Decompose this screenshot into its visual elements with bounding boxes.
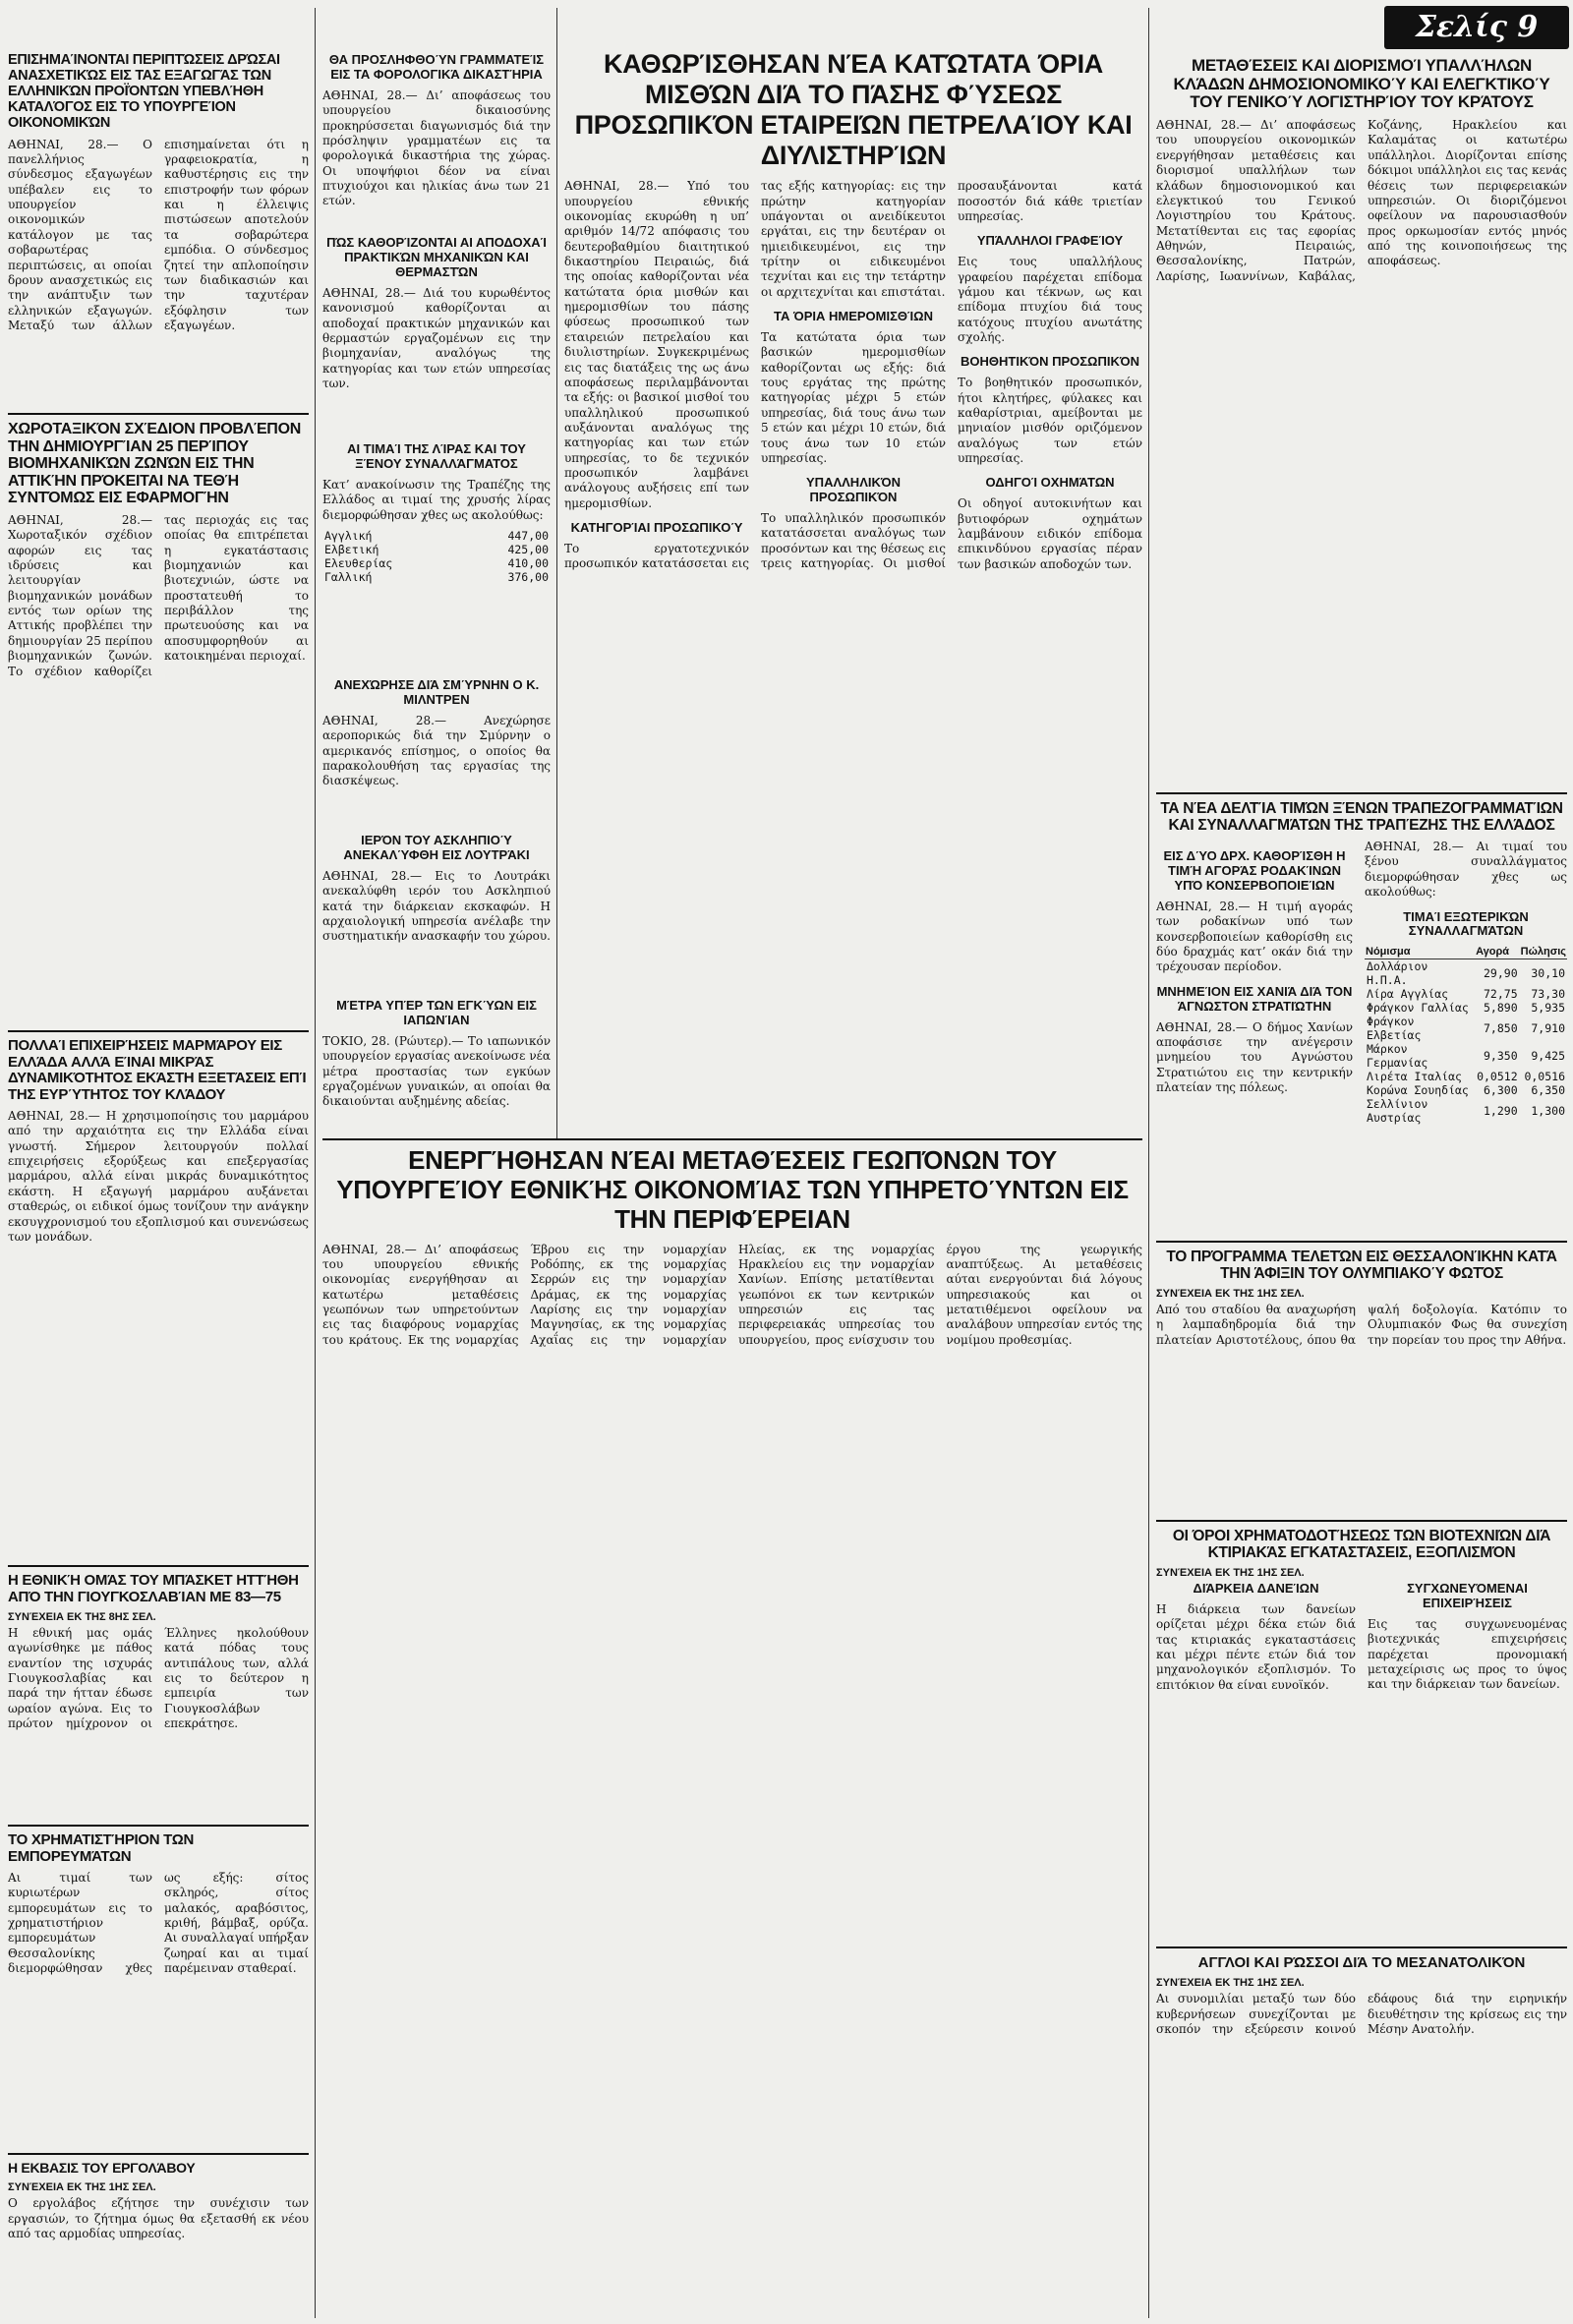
headline: ΤΟ ΧΡΗΜΑΤΙΣΤΉΡΙΟΝ ΤΩΝ ΕΜΠΟΡΕΥΜΆΤΩΝ [8, 1832, 195, 1865]
article-body: ΑΘΗΝΑΙ, 28.— Δι’ αποφάσεως του υπουργείου οικονομικών ενεργήθησαν μεταθέσεις και διορισμοί υπαλλήλων των κλάδων δημοσιονομικού και ελεγκτικού του Γενικού Λογιστηρίου του Κράτους. Μετατίθενται εις τας εφορίας Αθηνών, Πειραιώς, Θεσσαλονίκης, Πατρών, Λαρίσης, Ιωαννίνων, Καβάλας, Κοζάνης, Ηρακλείου και Καλαμάτας οι κατωτέρω υπάλληλοι. Διορίζονται επίσης δόκιμοι υπάλληλοι εις τας κενάς θέσεις των περιφερειακών υπηρεσιών. Οι διοριζόμενοι οφείλουν να παρουσιασθούν προς ορκωμοσίαν εντός μηνός από της κοινοποιήσεως της αποφάσεως. [1156, 118, 1567, 283]
column-rule [556, 8, 557, 1138]
currency-name: Σελλίνιον Αυστρίας [1367, 1097, 1428, 1126]
section-rule [1156, 1520, 1567, 1522]
article-body: ΑΘΗΝΑΙ, 28.— Ο δήμος Χανίων αποφάσισε την ανέγερσιν μνημείου του Αγνώστου Στρατιώτου εις την κεντρικήν πλατείαν της πόλεως. [1156, 1019, 1353, 1095]
sell-rate: 6,350 [1531, 1083, 1565, 1098]
article-body: Τα κατώτατα όρια των βασικών ημερομισθίων καθορίζονται ως εξής: διά τους εργάτας της πρώτης κατηγορίας μέχρι 5 ετών υπηρεσίας, διά τους άνω των 5 ετών και μέχρι 10 ετών, διά τους άνω των 10 ετών υπηρεσίας. [761, 330, 946, 465]
subheading: ΒΟΗΘΗΤΙΚΌΝ ΠΡΟΣΩΠΙΚΌΝ [961, 354, 1139, 370]
article-mechanics-wages [322, 226, 551, 423]
article-accounting-staff [1156, 57, 1567, 784]
sovereign-table [322, 529, 551, 584]
table-title: ΤΙΜΑΊ ΕΞΩΤΕΡΙΚΏΝ ΣΥΝΑΛΛΑΓΜΆΤΩΝ [1403, 908, 1529, 939]
headline: ΠΟΛΛΑΊ ΕΠΙΧΕΙΡΉΣΕΙΣ ΜΑΡΜΆΡΟΥ ΕΙΣ ΕΛΛΆΔΑ ΑΛΛΆ ΕΊΝΑΙ ΜΙΚΡΆΣ ΔΥΝΑΜΙΚΌΤΗΤΟΣ ΕΚΆΣΤΗ ΕΞΕΤΆΣΕΙΣ ΕΠΊ ΤΗΣ ΕΥΡΎΤΗΤΟΣ ΤΟΥ ΚΛΆΔΟΥ [8, 1038, 307, 1103]
article-industrial-zones [8, 421, 309, 1030]
article-exports [8, 53, 309, 407]
currency-name: Δολλάριον Η.Π.Α. [1367, 959, 1428, 988]
article-body: Εις τους υπαλλήλους γραφείου παρέχεται επίδομα γάμου και τέκνων, ως και επίδομα πτυχίου διά τους κατόχους πτυχίου ανωτάτης σχολής. [958, 255, 1142, 344]
article-body: Αι συνομιλίαι μεταξύ των δύο κυβερνήσεων συνεχίζονται με σκοπόν την εξεύρεσιν κοινού εδάφους διά την ειρηνικήν διευθέτησιν της κρίσεως εις την Μέσην Ανατολήν. [1156, 1992, 1567, 2036]
article-fx-rates [1156, 800, 1567, 1233]
headline: ΙΕΡΌΝ ΤΟΥ ΑΣΚΛΗΠΙΟΎ ΑΝΕΚΑΛΎΦΘΗ ΕΙΣ ΛΟΥΤΡΆΚΙ [343, 833, 530, 862]
sell-rate: 9,425 [1531, 1049, 1565, 1064]
sell-rate: 30,10 [1531, 966, 1565, 981]
article-body: Το εργατοτεχνικόν προσωπικόν κατατάσσεται εις τας εξής κατηγορίας: εις την πρώτην κατηγορίαν υπάγονται οι ανειδίκευτοι εργάται, εις την δευτέραν οι ημιειδικευμένοι, εις την τρίτην οι ειδικευμένοι τεχνίται και εις την τετάρτην οι αρχιτεχνίται και επιστάται. [564, 179, 946, 571]
article-body: ΑΘΗΝΑΙ, 28.— Δι’ αποφάσεως του υπουργείου δικαιοσύνης προκηρύσσεται διαγωνισμός διά την πρόσληψιν γραμματέων εις τα φορολογικά δικαστήρια της χώρας. Οι υποψήφιοι δέον να είναι πτυχιούχοι και ηλικίας άνω των 21 ετών. [322, 87, 551, 208]
article-smyrna [322, 668, 551, 816]
main-headline: ΚΑΘΩΡΊΣΘΗΣΑΝ ΝΈΑ ΚΑΤΏΤΑΤΑ ΌΡΙΑ ΜΙΣΘΏΝ ΔΙΆ ΤΟ ΠΆΣΗΣ ΦΎΣΕΩΣ ΠΡΟΣΩΠΙΚΌΝ ΕΤΑΙΡΕΙΏΝ ΠΕΤΡΕΛΑΊΟΥ ΚΑΙ ΔΙΥΛΙΣΤΗΡΊΩΝ [574, 49, 1133, 171]
buy-rate: 0,0512 [1477, 1070, 1518, 1084]
article-body: Αι τιμαί των κυριωτέρων εμπορευμάτων εις το χρηματιστήριον εμπορευμάτων Θεσσαλονίκης διεμορφώθησαν χθες ως εξής: σίτος σκληρός, σίτος μαλακός, αραβόσιτος, κριθή, βάμβαξ, ορύζα. Αι συναλλαγαί υπήρξαν ζωηραί και αι τιμαί παρέμειναν σταθεραί. [8, 1871, 309, 1976]
headline: ΑΓΓΛΟΙ ΚΑΙ ΡΏΣΣΟΙ ΔΙΆ ΤΟ ΜΕΣΑΝΑΤΟΛΙΚΌΝ [1197, 1954, 1526, 1971]
headline: ΤΟ ΠΡΌΓΡΑΜΜΑ ΤΕΛΕΤΏΝ ΕΙΣ ΘΕΣΣΑΛΟΝΊΚΗΝ ΚΑΤΆ ΤΗΝ ΆΦΙΞΙΝ ΤΟΥ ΟΛΥΜΠΙΑΚΟΎ ΦΩΤΌΣ [1166, 1249, 1557, 1283]
table-row [322, 543, 551, 556]
table-row [1365, 1015, 1567, 1042]
section-rule [1156, 792, 1567, 794]
article-japan [322, 989, 551, 1136]
section-rule [8, 1565, 309, 1567]
table-row [1365, 1083, 1567, 1097]
rate-name: Γαλλική [324, 569, 373, 584]
article-peaches [1156, 849, 1353, 975]
buy-rate: 29,90 [1484, 966, 1518, 981]
article-body: Το υπαλληλικόν προσωπικόν κατατάσσεται αναλόγως των προσόντων και της θέσεως εις τρεις κατηγορίας. Οι μισθοί προσαυξάνονται κατά ποσοστόν διά κάθε τριετίαν υπηρεσίας. [761, 179, 1142, 571]
article-body: ΑΘΗΝΑΙ, 28.— Διά του κυρωθέντος κανονισμού καθορίζονται αι αποδοχαί πρακτικών μηχανικών και θερμαστών εργαζομένων εις την βιομηχανίαν, αναλόγως της κατηγορίας και των ετών υπηρεσίας των. [322, 285, 551, 390]
headline: Η ΕΚΒΑΣΙΣ ΤΟΥ ΕΡΓΟΛΆΒΟΥ [8, 2161, 196, 2176]
buy-rate: 7,850 [1484, 1021, 1518, 1036]
article-chania [1156, 985, 1353, 1096]
sell-rate: 7,910 [1531, 1021, 1565, 1036]
subheading: ΥΠΑΛΛΗΛΙΚΌΝ ΠΡΟΣΩΠΙΚΌΝ [806, 475, 901, 505]
article-body: Η εθνική μας ομάς αγωνίσθηκε με πάθος εναντίον της ισχυράς Γιουγκοσλαβίας και παρά την ήτταν έδωσε ωραίον αγώνα. Εις το πρώτον ημίχρονον οι Έλληνες ηκολούθουν κατά πόδας τους αντιπάλους των, αλλά εις το δεύτερον η εμπειρία των Γιουγκοσλάβων επεκράτησε. [8, 1626, 309, 1731]
headline: ΘΑ ΠΡΟΣΛΗΦΘΟΎΝ ΓΡΑΜΜΑΤΕΊΣ ΕΙΣ ΤΑ ΦΟΡΟΛΟΓΙΚΆ ΔΙΚΑΣΤΉΡΙΑ [328, 53, 545, 82]
table-row [1365, 1001, 1567, 1015]
table-row [1365, 959, 1567, 988]
currency-name: Λιρέτα Ιταλίας [1367, 1070, 1462, 1084]
headline: ΜΕΤΑΘΈΣΕΙΣ ΚΑΙ ΔΙΟΡΙΣΜΟΊ ΥΠΑΛΛΉΛΩΝ ΚΛΆΔΩΝ ΔΗΜΟΣΙΟΝΟΜΙΚΟΎ ΚΑΙ ΕΛΕΓΚΤΙΚΟΎ ΤΟΥ ΓΕΝΙΚΟΎ ΛΟΓΙΣΤΗΡΊΟΥ ΤΟΥ ΚΡΆΤΟΥΣ [1173, 57, 1550, 112]
table-row [1365, 1097, 1567, 1125]
article-crafts-financing [1156, 1528, 1567, 1941]
currency-name: Φράγκον Γαλλίας [1367, 1001, 1469, 1016]
article-body: Οι οδηγοί αυτοκινήτων και βυτιοφόρων οχημάτων λαμβάνουν ειδικόν επίδομα επικινδύνου εργασίας πέραν των βασικών αποδοχών των. [958, 496, 1142, 571]
subheading: ΣΥΓΧΩΝΕΥΌΜΕΝΑΙ ΕΠΙΧΕΙΡΉΣΕΙΣ [1407, 1581, 1528, 1611]
continuation-note: ΣΥΝΈΧΕΙΑ ΕΚ ΤΗΣ 1ΗΣ ΣΕΛ. [1156, 1288, 1305, 1301]
section-rule [1156, 1946, 1567, 1948]
article-body: ΑΘΗΝΑΙ, 28.— Η τιμή αγοράς των ροδακίνων υπό των κονσερβοποιείων καθορίσθη εις δύο δραχμάς κατ’ οκάν διά την τρέχουσαν περίοδον. [1156, 899, 1353, 974]
headline: ΠΏΣ ΚΑΘΟΡΊΖΟΝΤΑΙ ΑΙ ΑΠΟΔΟΧΑΊ ΠΡΑΚΤΙΚΏΝ ΜΗΧΑΝΙΚΏΝ ΚΑΙ ΘΕΡΜΑΣΤΏΝ [326, 235, 547, 279]
article-gold-sovereign [322, 433, 551, 659]
headline: ΑΝΕΧΏΡΗΣΕ ΔΙΆ ΣΜΎΡΝΗΝ Ο Κ. ΜΙΛΝΤΡΕΝ [333, 677, 540, 707]
section-rule [8, 1825, 309, 1827]
article-body: Κατ’ ανακοίνωσιν της Τραπέζης της Ελλάδος αι τιμαί της χρυσής λίρας διεμορφώθησαν χθες ως ακολούθως: [322, 477, 551, 522]
rate-name: Ελβετική [324, 542, 379, 556]
section-rule [1156, 1241, 1567, 1243]
table-row [322, 529, 551, 543]
headline: ΜΈΤΡΑ ΥΠΈΡ ΤΩΝ ΕΓΚΎΩΝ ΕΙΣ ΙΑΠΩΝΊΑΝ [336, 998, 537, 1027]
rate-name: Αγγλική [324, 528, 373, 543]
rate-value: 425,00 [507, 542, 549, 556]
article-contractor [8, 2161, 309, 2318]
continuation-note: ΣΥΝΈΧΕΙΑ ΕΚ ΤΗΣ 8ΗΣ ΣΕΛ. [8, 1611, 156, 1623]
rate-value: 447,00 [507, 528, 549, 543]
article-body: ΑΘΗΝΑΙ, 28.— Δι’ αποφάσεως του υπουργείου εθνικής οικονομίας ενεργήθησαν αι κατωτέρω μεταθέσεις γεωπόνων των υπηρετούντων εις τας διαφόρους νομαρχίας του κράτους. Εκ της νομαρχίας Έβρου εις την νομαρχίαν Ροδόπης, εκ της νομαρχίας Σερρών εις την νομαρχίαν Δράμας, εκ της νομαρχίας Λαρίσης εις την νομαρχίαν Μαγνησίας, εκ της νομαρχίας Αχαΐας εις την νομαρχίαν Ηλείας, εκ της νομαρχίας Ηρακλείου εις την νομαρχίαν Χανίων. Επίσης μετατίθενται γεωπόνοι εκ των κεντρικών υπηρεσιών εις τας περιφερειακάς υπηρεσίας του υπουργείου, προς ενίσχυσιν του έργου της γεωργικής αναπτύξεως. Αι μεταθέσεις αύται ενεργούνται διά λόγους υπηρεσιακούς και οι μετατιθέμενοι οφείλουν να αναλάβουν υπηρεσίαν εντός της νομίμου προθεσμίας. [322, 1242, 1142, 1347]
column-rule [315, 8, 316, 2318]
article-olympic-flame [1156, 1249, 1567, 1514]
buy-rate: 9,350 [1484, 1049, 1518, 1064]
article-body: ΑΘΗΝΑΙ, 28.— Χωροταξικόν σχέδιον αφορών εις τας ιδρύσεις και λειτουργίαν βιομηχανικών μονάδων εντός των ορίων της Αττικής προβλέπει την δημιουργίαν 25 περίπου βιομηχανικών ζωνών. Το σχέδιον καθορίζει τας περιοχάς εις τας οποίας θα επιτρέπεται η εγκατάστασις βιομηχανιών και βιοτεχνιών, ώστε να προστατευθή το περιβάλλον της πρωτευούσης και να αποσυμφορηθούν αι κατοικημέναι περιοχαί. [8, 512, 309, 678]
headline: ΤΑ ΝΈΑ ΔΕΛΤΊΑ ΤΙΜΏΝ ΞΈΝΩΝ ΤΡΑΠΕΖΟΓΡΑΜΜΑΤΊΩΝ ΚΑΙ ΣΥΝΑΛΛΑΓΜΆΤΩΝ ΤΗΣ ΤΡΑΠΈΖΗΣ ΤΗΣ ΕΛΛΆΔΟΣ [1160, 800, 1563, 835]
table-row [322, 570, 551, 584]
rate-value: 376,00 [507, 569, 549, 584]
article-commodities [8, 1832, 309, 2147]
subheading: ΚΑΤΗΓΟΡΊΑΙ ΠΡΟΣΩΠΙΚΟΎ [570, 520, 743, 536]
article-body: ΑΘΗΝΑΙ, 28.— Εις το Λουτράκι ανεκαλύφθη ιερόν του Ασκληπιού κατά την διάρκειαν εκσκαφών. Η αρχαιολογική υπηρεσία ανέλαβε την συστηματικήν ανασκαφήν του χώρου. [322, 868, 551, 944]
article-body: ΑΘΗΝΑΙ, 28.— Ο πανελλήνιος σύνδεσμος εξαγωγέων υπέβαλεν εις το υπουργείον οικονομικών κατάλογον με τας σοβαρωτέρας περιπτώσεις, αι οποίαι δρουν ανασχετικώς εις την ανάπτυξιν των ελληνικών εξαγωγών. Μεταξύ των άλλων επισημαίνεται ότι η γραφειοκρατία, η καθυστέρησις εις την επιστροφήν των φόρων και η έλλειψις πιστώσεων αποτελούν τα σοβαρώτερα εμπόδια. Ο σύνδεσμος ζητεί την απλοποίησιν των διαδικασιών και την ταχυτέραν εξόφλησιν των εξαγωγέων. [8, 137, 309, 332]
buy-rate: 1,290 [1484, 1104, 1518, 1119]
section-rule [8, 1030, 309, 1032]
subheading: ΤΑ ΌΡΙΑ ΗΜΕΡΟΜΙΣΘΊΩΝ [774, 309, 933, 324]
currency-name: Μάρκον Γερμανίας [1367, 1042, 1428, 1071]
headline: ΜΝΗΜΕΊΟΝ ΕΙΣ ΧΑΝΙΆ ΔΙΆ ΤΟΝ ΆΓΝΩΣΤΟΝ ΣΤΡΑΤΙΏΤΗΝ [1156, 983, 1353, 1014]
article-body: Εις τας συγχωνευομένας βιοτεχνικάς επιχειρήσεις παρέχεται προνομιακή μεταχείρισις ως προς το ύψος και την διάρκειαν των δανείων. [1368, 1616, 1567, 1692]
rate-value: 410,00 [507, 555, 549, 570]
article-body: Η διάρκεια των δανείων ορίζεται μέχρι δέκα ετών διά τας κτιριακάς εγκαταστάσεις και μέχρι πέντε ετών διά τον μηχανολογικόν εξοπλισμόν. Το επιτόκιον θα είναι ευνοϊκόν. [1156, 1602, 1356, 1692]
article-basketball [8, 1573, 309, 1819]
subheading: ΔΙΆΡΚΕΙΑ ΔΑΝΕΊΩΝ [1193, 1581, 1319, 1597]
article-marble [8, 1038, 309, 1559]
article-body: ΑΘΗΝΑΙ, 28.— Η χρησιμοποίησις του μαρμάρου από την αρχαιότητα εις την Ελλάδα είναι γνωστή. Σήμερον λειτουργούν πολλαί επιχειρήσεις εξορύξεως και επεξεργασίας μαρμάρου, αλλά είναι μικράς δυναμικότητος εκάστη. Η εξαγωγή μαρμάρου αυξάνεται σταθερώς, οι ειδικοί όμως τονίζουν την ανάγκην εκσυγχρονισμού του εξοπλισμού και συνενώσεως των μονάδων. [8, 1109, 309, 1244]
section-rule [8, 413, 309, 415]
headline: ΟΙ ΌΡΟΙ ΧΡΗΜΑΤΟΔΟΤΉΣΕΩΣ ΤΩΝ ΒΙΟΤΕΧΝΙΏΝ ΔΙΆ ΚΤΙΡΙΑΚΆΣ ΕΓΚΑΤΑΣΤΆΣΕΙΣ, ΕΞΟΠΛΙΣΜΌΝ [1172, 1528, 1551, 1562]
buy-rate: 5,890 [1484, 1001, 1518, 1016]
article-body: ΤΟΚΙΟ, 28. (Ρώυτερ).— Το ιαπωνικόν υπουργείον εργασίας ανεκοίνωσε νέα μέτρα προστασίας των εγκύων εργαζομένων γυναικών, αι οποίαι θα δικαιούνται αυξημένης αδείας. [322, 1033, 551, 1109]
sell-rate: 1,300 [1531, 1104, 1565, 1119]
page-label: Σελίς 9 [1384, 6, 1569, 49]
article-body: ΑΘΗΝΑΙ, 28.— Ανεχώρησε αεροπορικώς διά την Σμύρνην ο αμερικανός επίσημος, ο οποίος θα παρακολουθήση τας εργασίας της διασκέψεως. [322, 713, 551, 788]
section-rule [322, 1138, 1142, 1140]
subheading: ΟΔΗΓΟΊ ΟΧΗΜΆΤΩΝ [985, 475, 1115, 491]
rate-name: Ελευθερίας [324, 555, 393, 570]
article-body: Από του σταδίου θα αναχωρήση η λαμπαδηδρομία διά την πλατείαν Αριστοτέλους, όπου θα ψαλή δοξολογία. Κατόπιν το Ολυμπιακόν Φως θα συνεχίση την πορείαν του προς την Αθήνα. [1156, 1303, 1567, 1347]
fx-table [1365, 945, 1567, 1125]
currency-name: Κορώνα Σουηδίας [1367, 1083, 1469, 1098]
headline: Η ΕΘΝΙΚΉ ΟΜΆΣ ΤΟΥ ΜΠΆΣΚΕΤ ΗΤΤΉΘΗ ΑΠΌ ΤΗΝ ΓΙΟΥΓΚΟΣΛΑΒΊΑΝ ΜΕ 83—75 [8, 1573, 299, 1605]
subheading: ΥΠΆΛΛΗΛΟΙ ΓΡΑΦΕΊΟΥ [976, 233, 1124, 249]
headline: ΕΙΣ ΔΎΟ ΔΡΧ. ΚΑΘΟΡΊΣΘΗ Η ΤΙΜΉ ΑΓΟΡΆΣ ΡΟΔΑΚΊΝΩΝ ΥΠΌ ΚΟΝΣΕΡΒΟΠΟΙΕΊΩΝ [1163, 848, 1346, 893]
buy-rate: 72,75 [1484, 987, 1518, 1002]
sell-rate: 73,30 [1531, 987, 1565, 1002]
currency-name: Φράγκον Ελβετίας [1367, 1015, 1422, 1043]
column-header: Πώλησις [1520, 946, 1566, 959]
article-secretaries [322, 53, 551, 220]
table-row [322, 556, 551, 570]
article-body: Ο εργολάβος εζήτησε την συνέχισιν των εργασιών, το ζήτημα όμως θα εξετασθή εκ νέου από τας αρμοδίας υπηρεσίας. [8, 2196, 309, 2241]
article-agronomists [322, 1146, 1142, 2316]
continuation-note: ΣΥΝΈΧΕΙΑ ΕΚ ΤΗΣ 1ΗΣ ΣΕΛ. [1156, 1977, 1305, 1990]
section-rule [8, 2153, 309, 2155]
table-header [1365, 945, 1567, 959]
column-header: Αγορά [1475, 945, 1520, 959]
continuation-note: ΣΥΝΈΧΕΙΑ ΕΚ ΤΗΣ 1ΗΣ ΣΕΛ. [8, 2181, 156, 2194]
sell-rate: 5,935 [1531, 1001, 1565, 1016]
sell-rate: 0,0516 [1524, 1070, 1565, 1084]
table-row [1365, 1042, 1567, 1070]
continuation-note: ΣΥΝΈΧΕΙΑ ΕΚ ΤΗΣ 1ΗΣ ΣΕΛ. [1156, 1567, 1305, 1580]
article-oil-wages [564, 49, 1142, 1131]
article-body: ΑΘΗΝΑΙ, 28.— Αι τιμαί του ξένου συναλλάγματος διεμορφώθησαν χθες ως ακολούθως: [1365, 840, 1567, 900]
article-asclepius [322, 824, 551, 981]
table-row [1365, 987, 1567, 1001]
headline: ΕΝΕΡΓΉΘΗΣΑΝ ΝΈΑΙ ΜΕΤΑΘΈΣΕΙΣ ΓΕΩΠΌΝΩΝ ΤΟΥ ΥΠΟΥΡΓΕΊΟΥ ΕΘΝΙΚΉΣ ΟΙΚΟΝΟΜΊΑΣ ΤΩΝ ΥΠΗΡΕΤΟΎΝΤΩΝ ΕΙΣ ΤΗΝ ΠΕΡΙΦΈΡΕΙΑΝ [336, 1146, 1129, 1234]
column-rule [1148, 8, 1149, 2318]
article-middle-east [1156, 1954, 1567, 2318]
currency-name: Λίρα Αγγλίας [1367, 987, 1449, 1002]
buy-rate: 6,300 [1484, 1083, 1518, 1098]
article-body: ΑΘΗΝΑΙ, 28.— Υπό του υπουργείου εθνικής οικονομίας εκυρώθη η υπ’ αριθμόν 14/72 απόφασις του δευτεροβαθμίου διαιτητικού δικαστηρίου Πειραιώς, διά της οποίας καθορίζονται νέα κατώτατα όρια μισθών και ημερομισθίων του πάσης φύσεως προσωπικού των εταιρειών πετρελαίου και διυλιστηρίων. Συγκεκριμένως εις τας διατάξεις της ως άνω αποφάσεως περιλαμβάνονται τα εξής: οι βασικοί μισθοί του υπαλληλικού προσωπικού αυξάνονται αναλόγως της κατηγορίας και των ετών υπηρεσίας, το δε τεχνικόν προσωπικόν λαμβάνει ανάλογους αυξήσεις επί των ημερομισθίων. [564, 179, 749, 510]
article-body: Το βοηθητικόν προσωπικόν, ήτοι κλητήρες, φύλακες και καθαρίστριαι, αμείβονται με μηνιαίον μισθόν οριζόμενον αναλόγως των ετών υπηρεσίας. [958, 376, 1142, 466]
column-header: Νόμισμα [1365, 945, 1475, 959]
table-row [1365, 1070, 1567, 1083]
headline: ΧΩΡΟΤΑΞΙΚΌΝ ΣΧΈΔΙΟΝ ΠΡΟΒΛΈΠΟΝ ΤΗΝ ΔΗΜΙΟΥΡΓΊΑΝ 25 ΠΕΡΊΠΟΥ ΒΙΟΜΗΧΑΝΙΚΏΝ ΖΩΝΏΝ ΕΙΣ ΤΗΝ ΑΤΤΙΚΉΝ ΠΡΌΚΕΙΤΑΙ ΝΑ ΤΕΘΉ ΣΥΝΤΌΜΩΣ ΕΙΣ ΕΦΑΡΜΟΓΉΝ [8, 421, 301, 507]
headline: ΑΙ ΤΙΜΑΊ ΤΗΣ ΛΊΡΑΣ ΚΑΙ ΤΟΥ ΞΈΝΟΥ ΣΥΝΑΛΛΆΓΜΑΤΟΣ [347, 441, 526, 471]
headline: ΕΠΙΣΗΜΑΊΝΟΝΤΑΙ ΠΕΡΙΠΤΏΣΕΙΣ ΔΡΏΣΑΙ ΑΝΑΣΧΕΤΙΚΏΣ ΕΙΣ ΤΑΣ ΕΞΑΓΩΓΆΣ ΤΩΝ ΕΛΛΗΝΙΚΏΝ ΠΡΟΪΌΝΤΩΝ ΥΠΕΒΛΉΘΗ ΚΑΤΑΛΌΓΟΣ ΕΙΣ ΤΟ ΥΠΟΥΡΓΕΊΟΝ ΟΙΚΟΝΟΜΙΚΏΝ [8, 53, 280, 131]
